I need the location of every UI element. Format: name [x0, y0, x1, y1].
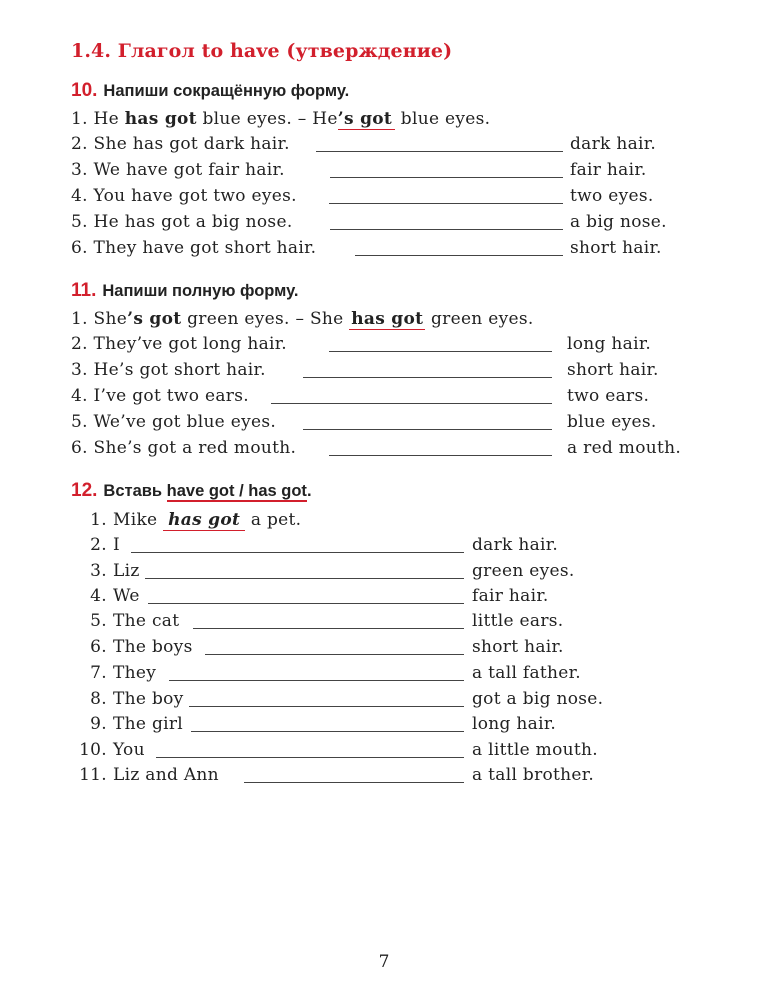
- answer-blank[interactable]: [330, 229, 563, 230]
- exercise-item: 8. The boy got a big nose.: [90, 689, 604, 709]
- exercise-item: 6. The boys short hair.: [90, 637, 564, 657]
- exercise-instruction: Напиши сокращённую форму.: [103, 82, 350, 100]
- instruction-highlight: have got / has got: [166, 482, 307, 500]
- exercise-item: 4. I’ve got two ears. two ears.: [71, 386, 650, 406]
- answer-example: has got: [163, 510, 245, 531]
- exercise-item: 5. We’ve got blue eyes. blue eyes.: [71, 412, 657, 432]
- answer-blank[interactable]: [355, 255, 563, 256]
- example-line: 1. He has got blue eyes. – He’s got blue eyes.: [71, 109, 491, 129]
- answer-blank[interactable]: [316, 151, 563, 152]
- answer-blank[interactable]: [148, 603, 464, 604]
- answer-blank[interactable]: [205, 654, 464, 655]
- page-number: 7: [378, 952, 390, 972]
- answer-blank[interactable]: [330, 177, 563, 178]
- answer-blank[interactable]: [156, 757, 464, 758]
- exercise-number: 11.: [71, 280, 97, 301]
- exercise-item: 2. She has got dark hair. dark hair.: [71, 134, 657, 154]
- exercise-item: 9. The girl long hair.: [90, 714, 557, 734]
- answer-blank[interactable]: [329, 203, 563, 204]
- answer-blank[interactable]: [329, 455, 552, 456]
- exercise-item: 11. Liz and Ann a tall brother.: [79, 765, 595, 785]
- exercise-instruction: Напиши полную форму.: [102, 282, 299, 300]
- exercise-item: 2. They’ve got long hair. long hair.: [71, 334, 652, 354]
- exercise-item: 10. You a little mouth.: [79, 740, 598, 760]
- answer-blank[interactable]: [145, 578, 464, 579]
- page-title: 1.4. Глагол to have (утверждение): [71, 40, 453, 62]
- answer-blank[interactable]: [271, 403, 552, 404]
- answer-blank[interactable]: [191, 731, 464, 732]
- exercise-item: 4. We fair hair.: [90, 586, 549, 606]
- answer-blank[interactable]: [189, 706, 464, 707]
- exercise-12-heading: 12. Вставь have got / has got.: [71, 480, 312, 501]
- exercise-number: 12.: [71, 480, 98, 501]
- exercise-11-heading: [71, 280, 298, 302]
- answer-blank[interactable]: [303, 377, 552, 378]
- exercise-item: 5. The cat little ears.: [90, 611, 564, 631]
- exercise-item: 6. They have got short hair. short hair.: [71, 238, 662, 258]
- exercise-number: 10.: [71, 80, 98, 101]
- example-line: 1. She’s got green eyes. – She has got green eyes.: [71, 309, 534, 329]
- answer-example: ’s got: [338, 109, 395, 130]
- answer-blank[interactable]: [303, 429, 552, 430]
- answer-blank[interactable]: [169, 680, 464, 681]
- answer-blank[interactable]: [329, 351, 552, 352]
- answer-blank[interactable]: [244, 782, 464, 783]
- example-line: 1. Mike has got a pet.: [90, 510, 302, 530]
- answer-blank[interactable]: [193, 628, 464, 629]
- exercise-item: 3. He’s got short hair. short hair.: [71, 360, 659, 380]
- exercise-item: 2. I dark hair.: [90, 535, 559, 555]
- answer-blank[interactable]: [131, 552, 464, 553]
- exercise-item: 3. We have got fair hair. fair hair.: [71, 160, 647, 180]
- exercise-item: 5. He has got a big nose. a big nose.: [71, 212, 667, 232]
- exercise-item: 6. She’s got a red mouth. a red mouth.: [71, 438, 682, 458]
- exercise-10-heading: [71, 80, 349, 102]
- answer-example: has got: [351, 309, 424, 329]
- exercise-item: 3. Liz green eyes.: [90, 561, 575, 581]
- exercise-item: 4. You have got two eyes. two eyes.: [71, 186, 654, 206]
- exercise-item: 7. They a tall father.: [90, 663, 581, 683]
